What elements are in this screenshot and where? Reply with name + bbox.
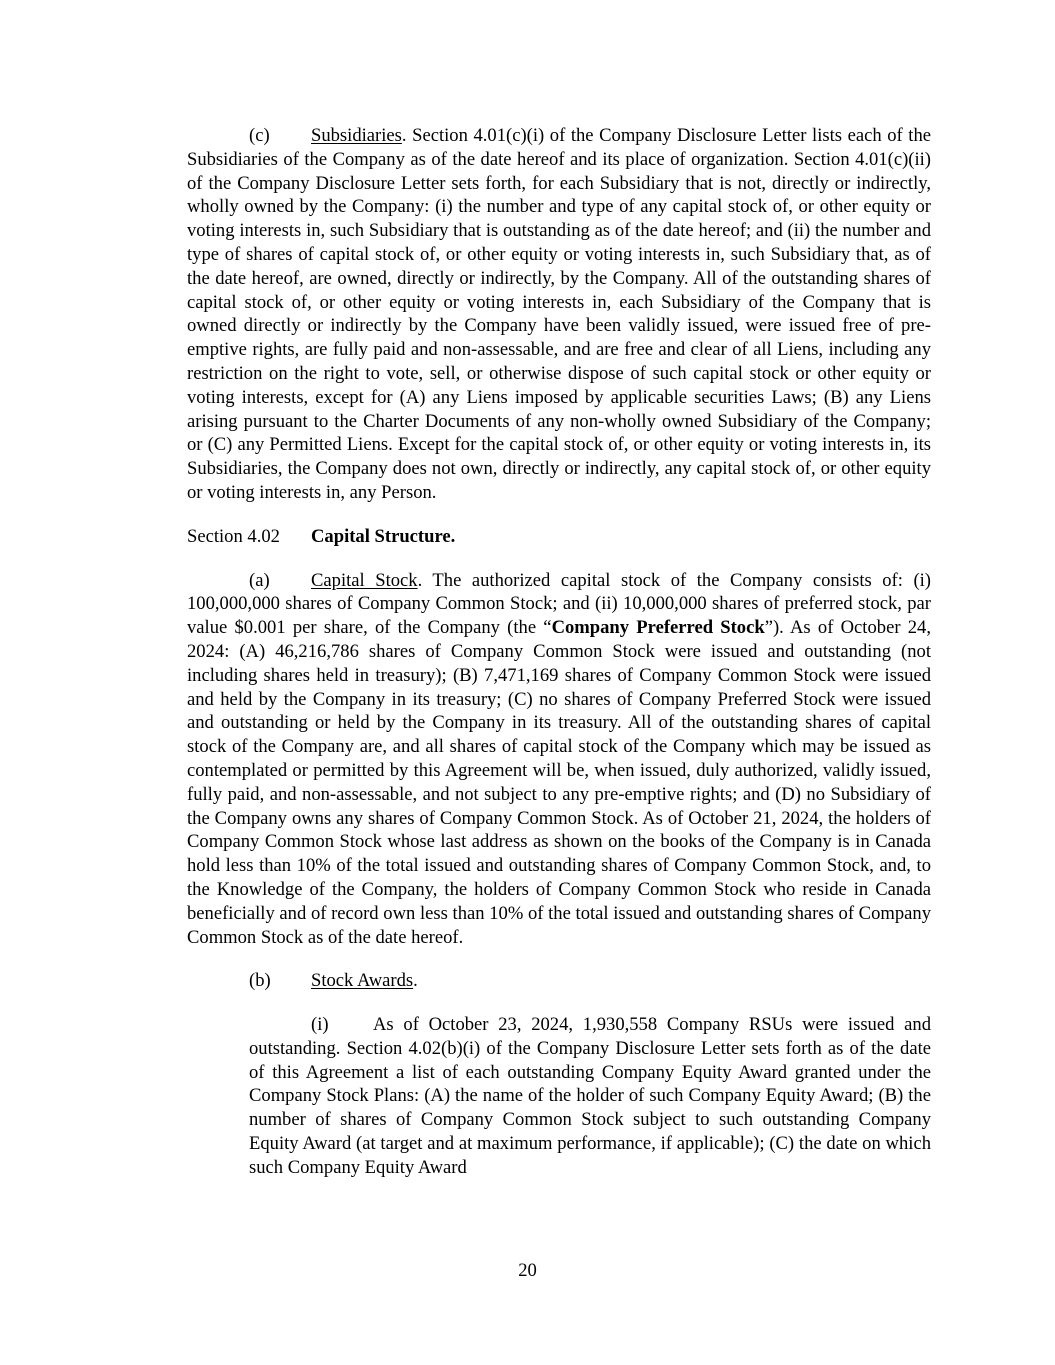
subsection-b-label: (b) <box>249 970 271 992</box>
item-b-i-label: (i) <box>311 1014 329 1036</box>
subsection-a-body-2: ”). As of October 24, 2024: (A) 46,216,786 shares of Company Common Stock were issued and outstanding (not including shares held in treasury); (B) 7,471,169 shares of Company Common Stock were issued and held by the Company in its treasury; (C) no shares of Company Preferred Stock were issued and outstanding or held by the Company in its treasury. All of the outstanding shares of capital stock of the Company are, and all shares of capital stock of the Company which may be issued as contemplated or permitted by this Agreement will be, when issued, duly authorized, validly issued, fully paid, and non-assessable, and not subject to any pre-emptive rights; and (D) no Subsidiary of the Company owns any shares of Company Common Stock. As of October 21, 2024, the holders of Company Common Stock whose last address as shown on the books of the Company is in Canada hold less than 10% of the total issued and outstanding shares of Company Common Stock, and, to the Knowledge of the Company, the holders of Company Common Stock who reside in Canada beneficially and of record own less than 10% of the total issued and outstanding shares of Company Common Stock as of the date hereof. <box>187 617 931 948</box>
section-number: Section 4.02 <box>187 525 280 547</box>
item-b-i-body: As of October 23, 2024, 1,930,558 Company RSUs were issued and outstanding. Section 4.02(b)(i) of the Company Disclosure Letter sets forth as of the date of this Agreement a list of each outstanding Company Equity Award granted under the Company Stock Plans: (A) the name of the holder of such Company Equity Award; (B) the number of shares of Company Common Stock subject to such outstanding Company Equity Award (at target and at maximum performance, if applicable); (C) the date on which such Company Equity Award <box>249 1014 931 1178</box>
section-title: Capital Structure. <box>311 525 456 547</box>
subsection-b-paragraph <box>187 969 931 993</box>
subsection-a-title: Capital Stock <box>311 569 418 591</box>
subsection-a-label: (a) <box>249 569 270 591</box>
subsection-a-paragraph <box>187 569 931 950</box>
defined-term: Company Preferred Stock <box>551 617 765 639</box>
subsection-c-body: . Section 4.01(c)(i) of the Company Disclosure Letter lists each of the Subsidiaries of the Company as of the date hereof and its place of organization. Section 4.01(c)(ii) of the Company Disclosure Letter sets forth, for each Subsidiary that is not, directly or indirectly, wholly owned by the Company: (i) the number and type of any capital stock of, or other equity or voting interests in, such Subsidiary that is outstanding as of the date hereof; and (ii) the number and type of shares of capital stock of, or other equity or voting interests in, such Subsidiary that, as of the date hereof, are owned, directly or indirectly, by the Company. All of the outstanding shares of capital stock of, or other equity or voting interests in, each Subsidiary of the Company that is owned directly or indirectly by the Company have been validly issued, were issued free of pre-emptive rights, are fully paid and non-assessable, and are free and clear of all Liens, including any restriction on the right to vote, sell, or otherwise dispose of such capital stock or other equity or voting interests, except for (A) any Liens imposed by applicable securities Laws; (B) any Liens arising pursuant to the Charter Documents of any non-wholly owned Subsidiary of the Company; or (C) any Permitted Liens. Except for the capital stock of, or other equity or voting interests in, its Subsidiaries, the Company does not own, directly or indirectly, any capital stock of, or other equity or voting interests in, any Person. <box>187 125 931 503</box>
subsection-c-title: Subsidiaries <box>311 125 402 146</box>
subsection-a-body-1: . The authorized capital stock of the Company consists of: (i) 100,000,000 shares of Company Common Stock; and (ii) 10,000,000 shares of preferred stock, par value $0.001 per share, of the Company (the “ <box>187 569 931 639</box>
subsection-c-paragraph <box>187 124 931 505</box>
subsection-c-label: (c) <box>249 125 270 146</box>
item-b-i-paragraph <box>249 1013 931 1180</box>
subsection-b-trail: . <box>413 970 418 992</box>
page-number: 20 <box>518 1260 537 1281</box>
document-page <box>187 124 931 1180</box>
section-heading <box>187 525 931 549</box>
subsection-b-title: Stock Awards <box>311 970 414 992</box>
